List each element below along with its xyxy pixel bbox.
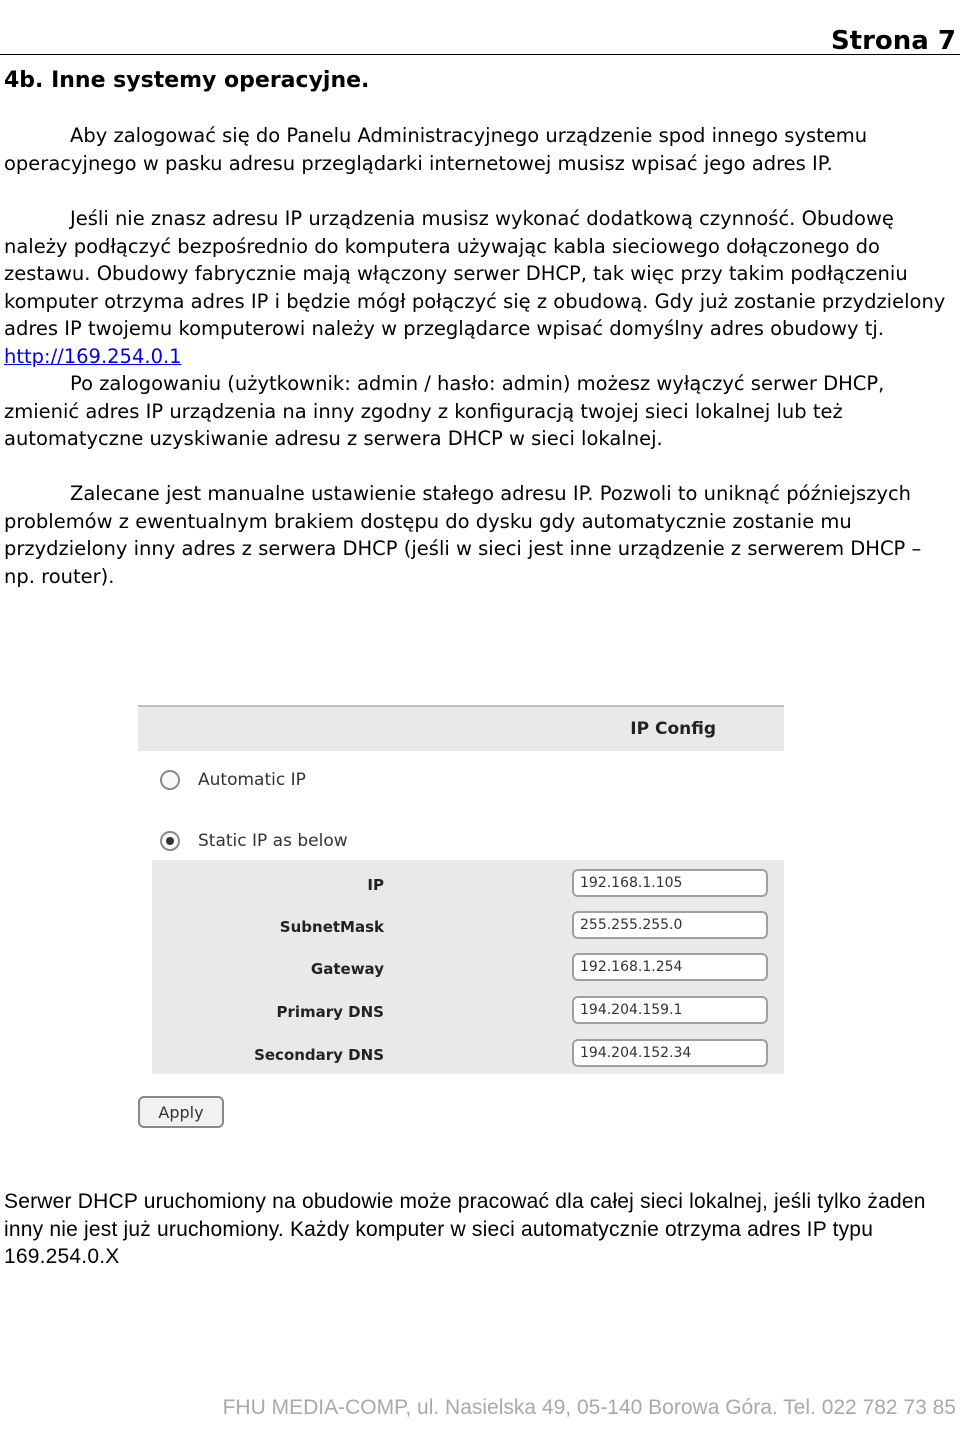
primary-dns-label: Primary DNS: [276, 1003, 384, 1021]
automatic-ip-label: Automatic IP: [198, 770, 306, 790]
login-paragraph: [4, 370, 956, 453]
instructions-paragraph: [4, 205, 956, 370]
header-rule: [0, 54, 960, 55]
paragraph-2: Jeśli nie znasz adresu IP urządzenia musisz wykonać dodatkową czynność. Obudowę należy podłączyć bezpośrednio do komputera używając kabla sieciowego dołączonego do zestawu. Obudowy fabrycznie mają włączony serwer DHCP, tak więc przy takim podłączeniu komputer otrzyma adres IP i będzie mógł połączyć się z obudową. Gdy już zostanie przydzielony adres IP twojemu komputerowi należy w przeglądarce wpisać domyślny adres obudowy tj.: [4, 207, 946, 340]
secondary-dns-input[interactable]: [572, 1039, 768, 1067]
field-row-subnet: [152, 906, 784, 950]
default-address-link[interactable]: http://169.254.0.1: [4, 344, 182, 368]
gateway-label: Gateway: [310, 960, 384, 978]
ip-input[interactable]: [572, 869, 768, 897]
field-row-gateway: [152, 948, 784, 992]
ip-config-title: IP Config: [630, 719, 716, 739]
field-row-secondary-dns: [152, 1034, 784, 1078]
recommendation-paragraph: [4, 480, 956, 590]
primary-dns-input[interactable]: [572, 996, 768, 1024]
static-ip-option[interactable]: [160, 831, 348, 851]
gateway-input[interactable]: [572, 953, 768, 981]
paragraph-4: Zalecane jest manualne ustawienie stałego adresu IP. Pozwoli to uniknąć późniejszych problemów z ewentualnym brakiem dostępu do dysku gdy automatycznie zostanie mu przydzielony inny adres z serwera DHCP (jeśli w sieci jest inne urządzenie z serwerem DHCP – np. router).: [4, 482, 922, 588]
automatic-ip-option[interactable]: [160, 770, 306, 790]
ip-label: IP: [367, 876, 384, 894]
static-ip-fields: [152, 860, 784, 1074]
ip-config-header: [138, 705, 784, 751]
paragraph-1: Aby zalogować się do Panelu Administracyjnego urządzenie spod innego systemu operacyjnego w pasku adresu przeglądarki internetowej musisz wpisać jego adres IP.: [4, 124, 868, 175]
static-ip-label: Static IP as below: [198, 831, 348, 851]
footer-contact: FHU MEDIA-COMP, ul. Nasielska 49, 05-140 Borowa Góra. Tel. 022 782 73 85: [222, 1396, 956, 1419]
section-heading: 4b. Inne systemy operacyjne.: [4, 68, 370, 93]
subnet-mask-input[interactable]: [572, 911, 768, 939]
intro-paragraph: [4, 122, 956, 177]
automatic-ip-radio[interactable]: [160, 770, 180, 790]
paragraph-5: Serwer DHCP uruchomiony na obudowie może pracować dla całej sieci lokalnej, jeśli tylko żaden inny nie jest już uruchomiony. Każdy komputer w sieci automatycznie otrzyma adres IP typu 169.254.0.X: [4, 1190, 926, 1268]
field-row-ip: [152, 864, 784, 908]
paragraph-3: Po zalogowaniu (użytkownik: admin / hasło: admin) możesz wyłączyć serwer DHCP, zmienić adres IP urządzenia na inny zgodny z konfiguracją twojej sieci lokalnej lub też automatyczne uzyskiwanie adresu z serwera DHCP w sieci lokalnej.: [4, 372, 885, 450]
dhcp-note-paragraph: [4, 1188, 956, 1271]
secondary-dns-label: Secondary DNS: [254, 1046, 384, 1064]
static-ip-radio[interactable]: [160, 831, 180, 851]
field-row-primary-dns: [152, 991, 784, 1035]
apply-button[interactable]: Apply: [138, 1096, 224, 1128]
subnet-mask-label: SubnetMask: [279, 918, 384, 936]
page-number: Strona 7: [830, 26, 956, 56]
ip-config-screenshot: [130, 700, 790, 1140]
